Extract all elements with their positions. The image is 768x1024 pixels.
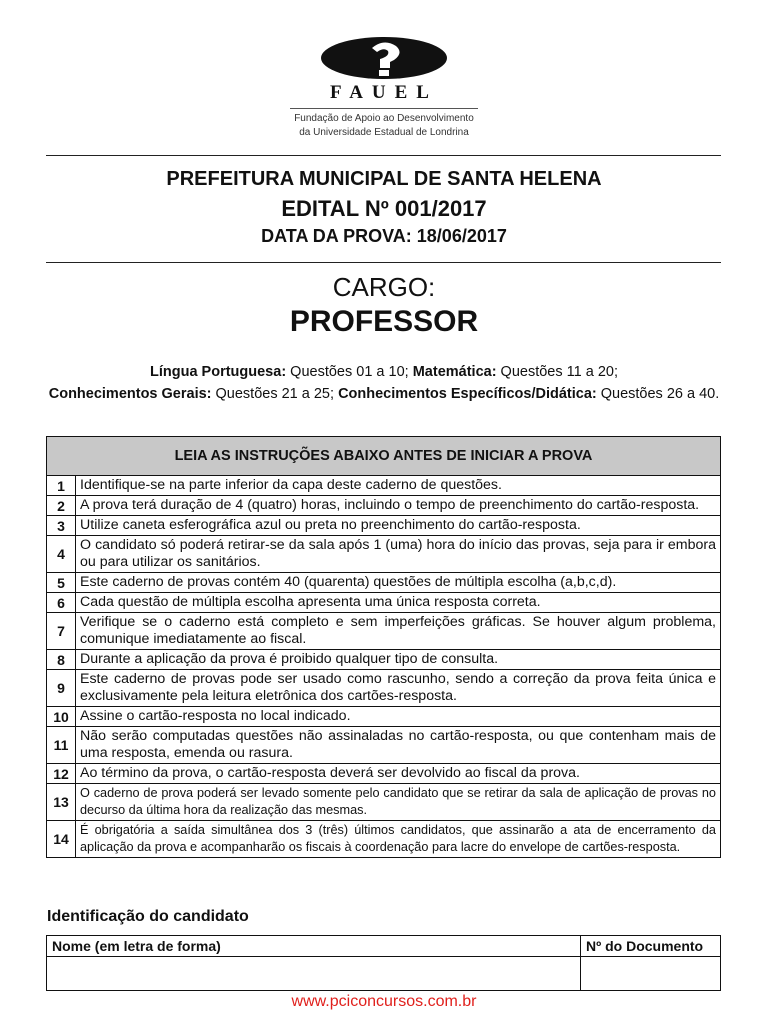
instruction-row [47, 496, 721, 516]
fauel-wordmark: FAUEL [330, 82, 438, 103]
instruction-row [47, 573, 721, 593]
instruction-row [47, 821, 721, 858]
subject-portuguese-range: Questões 01 a 10; [286, 364, 413, 380]
subject-math-range: Questões 11 a 20; [496, 364, 618, 380]
instruction-row [47, 613, 721, 650]
instruction-number: 3 [47, 516, 76, 536]
exam-date: DATA DA PROVA: 18/06/2017 [261, 226, 507, 246]
instruction-text: É obrigatória a saída simultânea dos 3 (três) últimos candidatos, que assinarão a ata de encerramento da aplicação da prova e acompanharão os fiscais à coordenação para lacre do envelope de cartões-resposta. [76, 821, 721, 858]
document-field[interactable] [581, 957, 721, 991]
instruction-text: Não serão computadas questões não assinaladas no cartão-resposta, ou que contenham mais de uma resposta, emenda ou rasura. [76, 727, 721, 764]
instruction-number: 1 [47, 476, 76, 496]
instruction-text: Este caderno de provas pode ser usado como rascunho, sendo a correção da prova feita única e exclusivamente pela leitura eletrônica dos cartões-resposta. [76, 670, 721, 707]
instruction-row [47, 516, 721, 536]
instruction-number: 7 [47, 613, 76, 650]
instruction-row [47, 670, 721, 707]
instruction-number: 14 [47, 821, 76, 858]
cargo-value: PROFESSOR [289, 305, 479, 338]
instruction-row [47, 593, 721, 613]
name-column-header: Nome (em letra de forma) [47, 936, 581, 957]
candidate-identification-table [46, 935, 721, 991]
instruction-number: 8 [47, 650, 76, 670]
instruction-number: 9 [47, 670, 76, 707]
instruction-number: 12 [47, 764, 76, 784]
instruction-number: 5 [47, 573, 76, 593]
instruction-text: A prova terá duração de 4 (quatro) horas, incluindo o tempo de preenchimento do cartão-resposta. [76, 496, 721, 516]
subject-specific-range: Questões 26 a 40. [596, 386, 720, 402]
instruction-text: Ao término da prova, o cartão-resposta deverá ser devolvido ao fiscal da prova. [76, 764, 721, 784]
instruction-number: 6 [47, 593, 76, 613]
instruction-text: Cada questão de múltipla escolha apresenta uma única resposta correta. [76, 593, 721, 613]
instruction-number: 13 [47, 784, 76, 821]
instructions-header: LEIA AS INSTRUÇÕES ABAIXO ANTES DE INICIAR A PROVA [47, 437, 721, 476]
logo-divider [290, 108, 478, 109]
instruction-row [47, 707, 721, 727]
top-divider [46, 155, 721, 156]
instruction-row [47, 536, 721, 573]
instruction-text: Este caderno de provas contém 40 (quarenta) questões de múltipla escolha (a,b,c,d). [76, 573, 721, 593]
instruction-number: 10 [47, 707, 76, 727]
instruction-text: O candidato só poderá retirar-se da sala após 1 (uma) hora do início das provas, seja para ir embora ou para utilizar os sanitários. [76, 536, 721, 573]
subject-specific-label: Conhecimentos Específicos/Didática: [338, 386, 597, 402]
instruction-text: Verifique se o caderno está completo e sem imperfeições gráficas. Se houver algum problema, comunique imediatamente ao fiscal. [76, 613, 721, 650]
fauel-emblem-icon [320, 36, 448, 80]
subjects-description [46, 361, 722, 405]
cargo-label: CARGO: [332, 272, 436, 302]
middle-divider [46, 262, 721, 263]
instruction-number: 11 [47, 727, 76, 764]
name-field[interactable] [47, 957, 581, 991]
instruction-text: Durante a aplicação da prova é proibido qualquer tipo de consulta. [76, 650, 721, 670]
instruction-text: O caderno de prova poderá ser levado somente pelo candidato que se retirar da sala de aplicação de provas no decurso da última hora da realização das mesmas. [76, 784, 721, 821]
logo-subtitle-line1: Fundação de Apoio ao Desenvolvimento [294, 113, 474, 124]
candidate-identification-title: Identificação do candidato [47, 908, 249, 925]
subject-math-label: Matemática: [412, 364, 497, 380]
instruction-row [47, 764, 721, 784]
subject-general-range: Questões 21 a 25; [211, 386, 339, 402]
instruction-row [47, 476, 721, 496]
instruction-number: 4 [47, 536, 76, 573]
subject-general-label: Conhecimentos Gerais: [48, 386, 212, 402]
organization-title: PREFEITURA MUNICIPAL DE SANTA HELENA [166, 168, 602, 190]
instruction-row [47, 784, 721, 821]
edital-number: EDITAL Nº 001/2017 [281, 196, 487, 221]
instructions-table [46, 436, 721, 858]
instruction-text: Assine o cartão-resposta no local indicado. [76, 707, 721, 727]
footer-link[interactable]: www.pciconcursos.com.br [291, 993, 477, 1010]
subject-portuguese-label: Língua Portuguesa: [150, 364, 287, 380]
instruction-row [47, 650, 721, 670]
logo-subtitle-line2: da Universidade Estadual de Londrina [299, 127, 469, 138]
instruction-row [47, 727, 721, 764]
instruction-number: 2 [47, 496, 76, 516]
document-column-header: Nº do Documento [581, 936, 721, 957]
instruction-text: Utilize caneta esferográfica azul ou preta no preenchimento do cartão-resposta. [76, 516, 721, 536]
instruction-text: Identifique-se na parte inferior da capa deste caderno de questões. [76, 476, 721, 496]
logo-subtitle [288, 112, 480, 140]
fauel-logo [288, 36, 480, 148]
